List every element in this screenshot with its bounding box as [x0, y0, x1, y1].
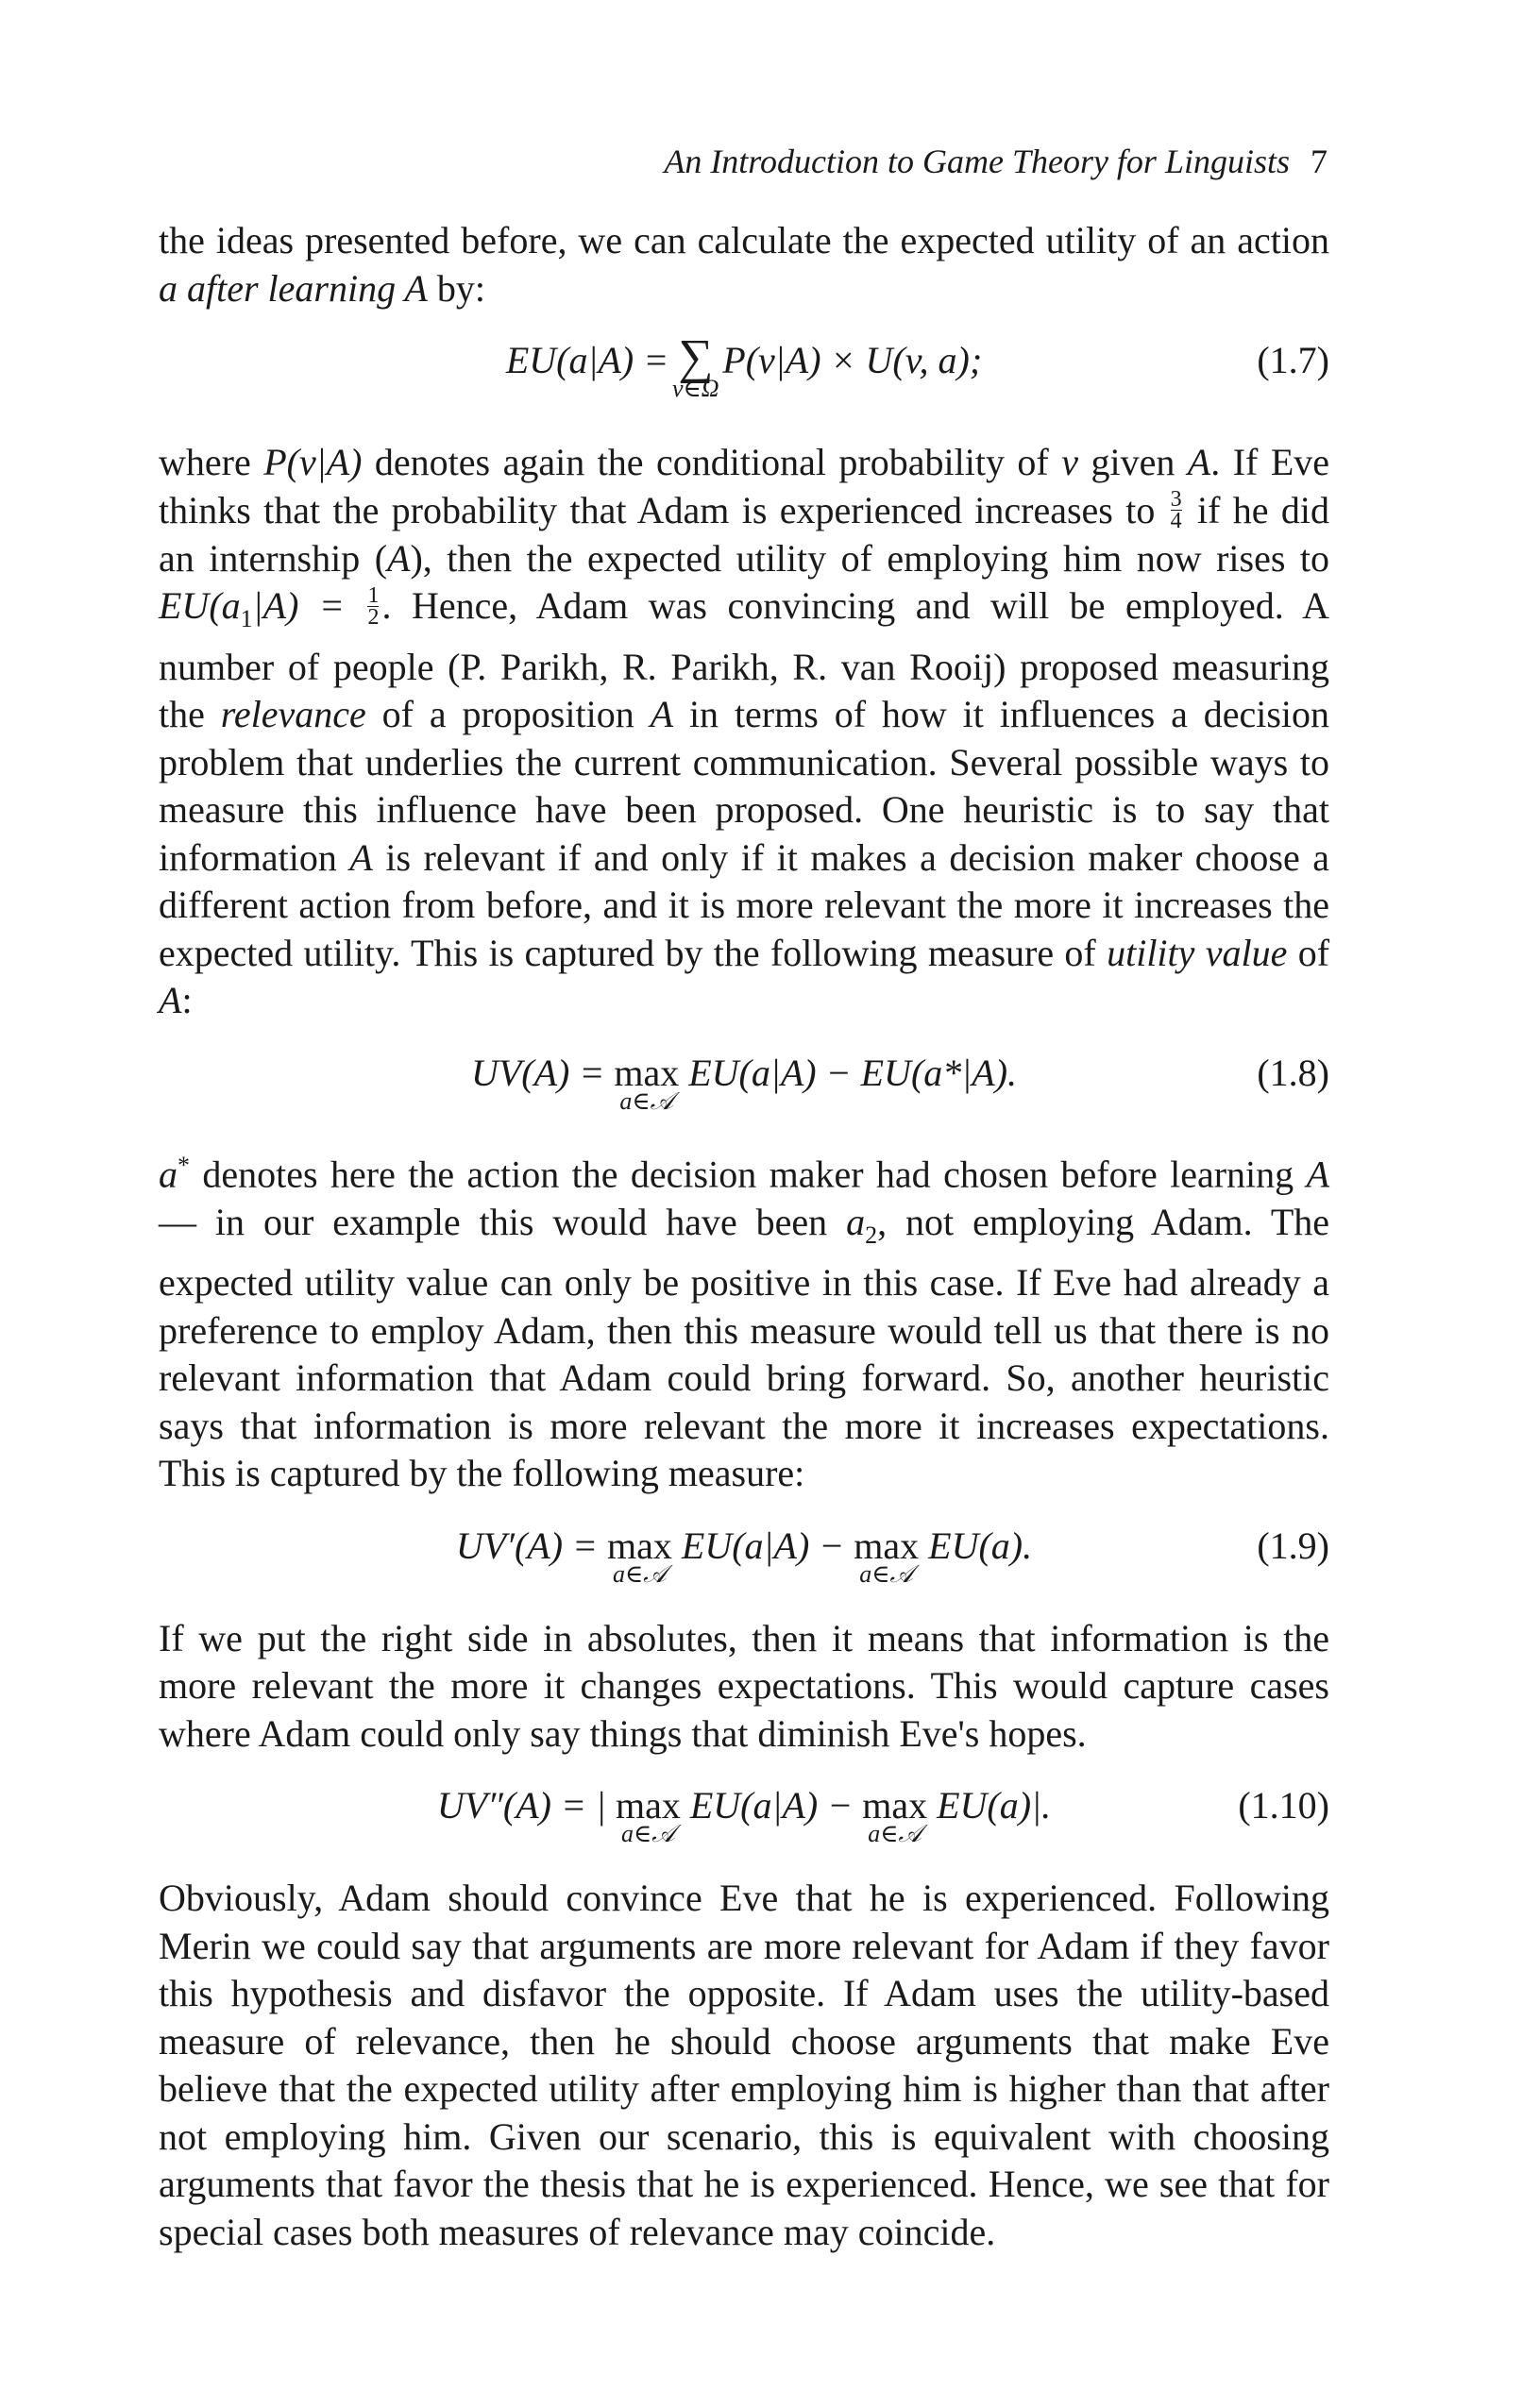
- text-body: [159, 217, 1329, 2256]
- fraction-one-half: $\frac{1}{2}$: [367, 582, 380, 630]
- equation-1-8: UV(A) = max a∈𝒜 EU(a|A) − EU(a*|A). (1.8): [470, 1051, 1329, 1115]
- paragraph-1: the ideas presented before, we can calculate the expected utility of an action a after learning A by:: [159, 219, 1329, 310]
- equation-1-9: UV′(A) = max a∈𝒜 EU(a|A) − max a∈𝒜 EU(a). (1.9): [455, 1524, 1329, 1588]
- equation-label: (1.9): [1257, 1524, 1329, 1567]
- paragraph-5: Obviously, Adam should convince Eve that he is experienced. Following Merin we could say that arguments are more relevant for Adam if they favor this hypothesis and disfavor the opposite. If Adam uses the utility-based measure of relevance, then he should choose arguments that make Eve believe that the expected utility after employing him is higher than that after not employing him. Given our scenario, this is equivalent with choosing arguments that favor the thesis that he is experienced. Hence, we see that for special cases both measures of relevance may coincide.: [159, 1877, 1329, 2253]
- fraction-three-quarters: $\frac{3}{4}$: [1170, 486, 1182, 533]
- equation-label: (1.10): [1238, 1784, 1329, 1827]
- paragraph-4: If we put the right side in absolutes, then it means that information is the more relevant the more it changes expectations. This would capture cases where Adam could only say things that diminish Eve's hopes.: [159, 1616, 1329, 1755]
- page-number: 7: [1311, 143, 1328, 180]
- equation-1-10: UV″(A) = | max a∈𝒜 EU(a|A) − max a∈𝒜 EU(a)|. (1.10): [436, 1784, 1329, 1848]
- equation-label: (1.8): [1257, 1051, 1329, 1094]
- paragraph-3: a* denotes here the action the decision maker had chosen before learning A — in our example this would have been $a_2$, not employing Adam. The expected utility value can only be positive in this case. If Eve had already a preference to employ Adam, then this measure would tell us that there is no relevant information that Adam could bring forward. So, another heuristic says that information is more relevant the more it increases expectations. This is captured by the following measure:: [159, 1151, 1330, 1495]
- running-title: An Introduction to Game Theory for Linguists: [664, 143, 1290, 180]
- equation-label: (1.7): [1257, 339, 1329, 381]
- equation-1-7: EU(a|A) = ∑ v∈Ω P(v|A) × U(v, a); (1.7): [505, 330, 1329, 402]
- running-header: [664, 142, 1328, 181]
- paragraph-2: where P(v|A) denotes again the conditional probability of v given A. If Eve thinks that the probability that Adam is experienced increases to $\frac{3}{4}$ if he did an internship (A), then the expected utility of employing him now rises to $EU(a_1|A)$ = $\frac{1}{2}$ . Hence, Adam was convincing and will be employed. A number of people (P. Parikh, R. Parikh, R. van Rooij) proposed measuring the relevance of a proposition A in terms of how it influences a decision problem that underlies the current communication. Several possible ways to measure this influence have been proposed. One heuristic is to say that information A is relevant if and only if it makes a decision maker choose a different action from before, and it is more relevant the more it increases the expected utility. This is captured by the following measure of utility value of A:: [159, 441, 1330, 1022]
